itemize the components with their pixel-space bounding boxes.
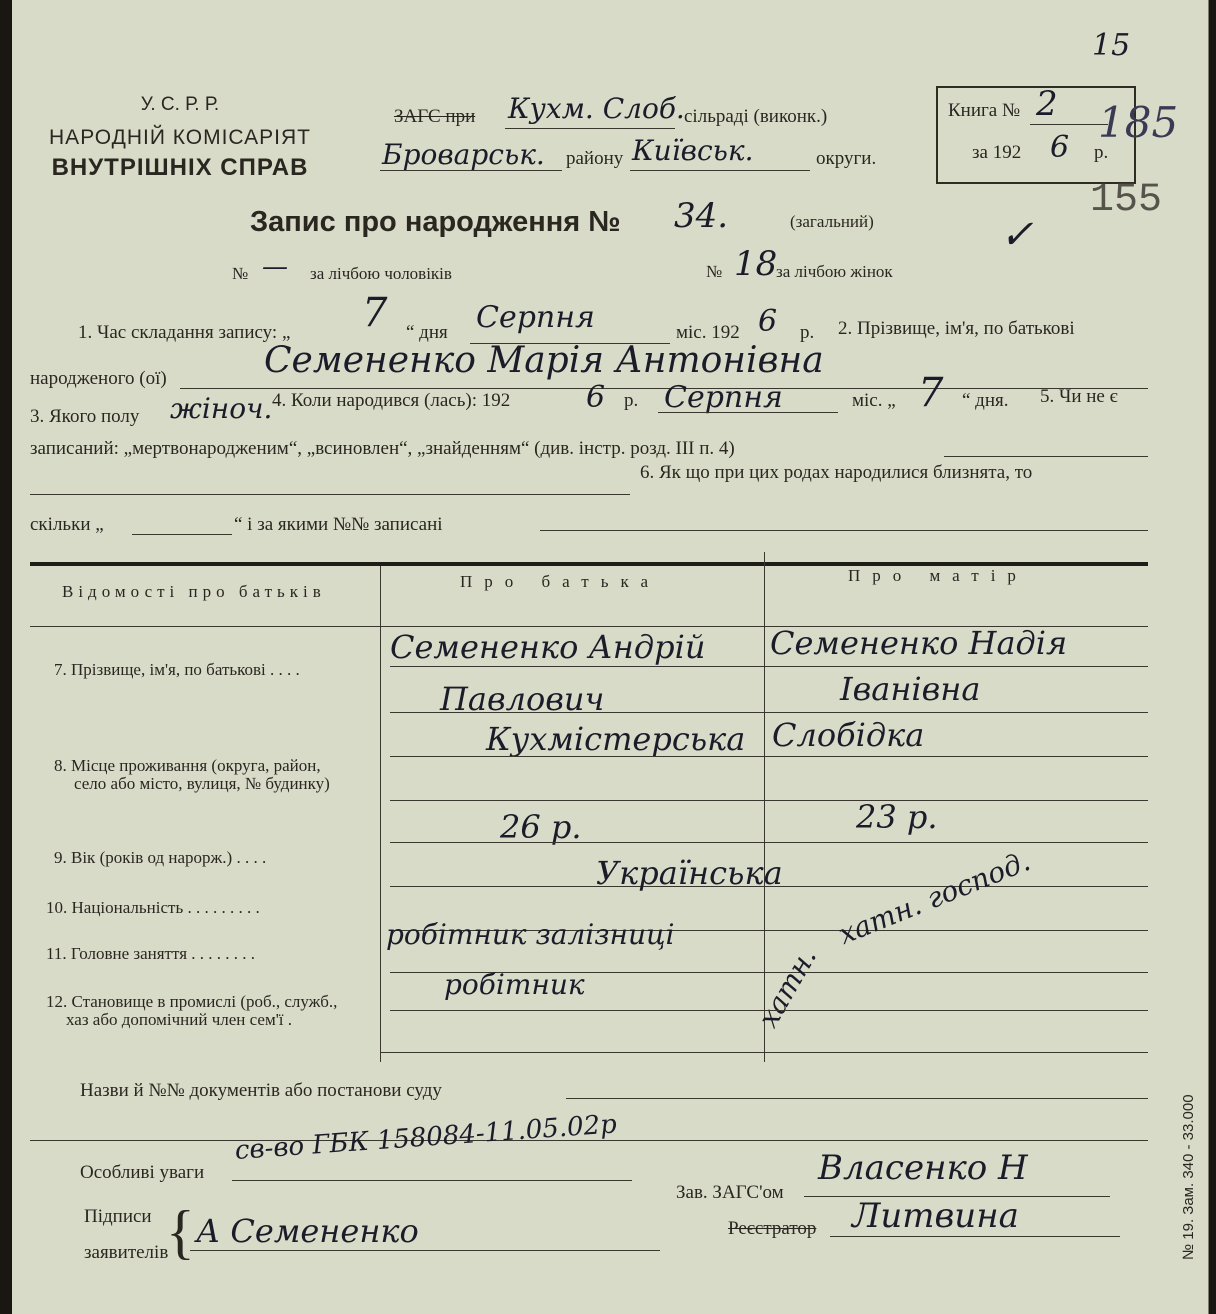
f5-label: 5. Чи не є — [1040, 386, 1118, 407]
commissariat-line1: НАРОДНІЙ КОМІСАРІЯТ — [49, 126, 311, 149]
record-title: Запис про народження № — [250, 206, 621, 238]
struck-number: 185 — [1098, 98, 1179, 147]
applicants-label: заявителів — [84, 1242, 169, 1263]
registrar-label: Реєстратор — [728, 1218, 817, 1239]
row11-mother: хатн. господ. — [833, 844, 1035, 951]
f1-year-label: міс. 192 — [676, 322, 740, 343]
page-number: 15 — [1092, 28, 1131, 63]
year-digit: 6 — [1050, 130, 1070, 165]
f4-month-suffix: міс. „ — [852, 390, 896, 411]
row7-father: Семененко Андрій — [390, 628, 706, 666]
row10-father: Українська — [596, 854, 783, 892]
district-suffix: району — [566, 148, 624, 169]
notes-label: Особливі уваги — [80, 1162, 205, 1183]
republic-name: У. С. Р. Р. — [140, 94, 220, 115]
zags-prefix: ЗАГС при — [394, 106, 476, 127]
head-signature: Власенко Н — [818, 1148, 1028, 1188]
row9-label: 9. Вік (років од нарорж.) . . . . — [54, 848, 267, 867]
print-info: № 19. Зам. 340 - 33.000 — [1180, 1094, 1197, 1260]
applicants-brace: { — [166, 1199, 195, 1265]
book-label: Книга № — [948, 100, 1021, 121]
f2-label2: народженого (ої) — [30, 368, 167, 389]
col-header-mother: Про матір — [848, 566, 1028, 585]
signatures-label: Підписи — [84, 1206, 152, 1227]
f6-label: 6. Як що при цих родах народилися близнята, то — [640, 462, 1033, 483]
stamp-number: 155 — [1090, 178, 1163, 223]
f1-day: 7 — [362, 290, 388, 336]
notes-value: св-во ГБК 158084-11.05.02р — [233, 1109, 618, 1166]
row11-label: 11. Головне заняття . . . . . . . . — [46, 944, 256, 963]
f1-year-suffix: р. — [800, 322, 815, 343]
row12-mother: хатн. — [751, 941, 824, 1033]
head-label: Зав. ЗАГС'ом — [676, 1182, 784, 1203]
row8-label: 8. Місце проживання (округа, район, — [54, 756, 321, 775]
f6-label2-b: “ і за якими №№ записані — [234, 514, 443, 535]
record-title-suffix: (загальний) — [790, 212, 874, 231]
okrug-handwritten: Київськ. — [632, 134, 754, 167]
women-prefix: № — [706, 262, 723, 281]
f4-label: 4. Коли народився (лась): 192 — [272, 390, 511, 411]
f4-year-suffix: р. — [624, 390, 639, 411]
commissariat-line2: ВНУТРІШНІХ СПРАВ — [51, 154, 309, 181]
men-prefix: № — [232, 264, 249, 283]
f3-sex: жіноч. — [170, 392, 273, 425]
women-label: за лічбою жінок — [776, 262, 893, 281]
row12-father: робітник — [444, 968, 585, 1001]
year-label: за 192 — [972, 142, 1022, 163]
f4-year-digit: 6 — [586, 380, 606, 415]
f4-day-suffix: “ дня. — [962, 390, 1009, 411]
f2-child-name: Семененко Марія Антонівна — [264, 340, 824, 381]
okrug-suffix: округи. — [816, 148, 877, 169]
f4-month: Серпня — [664, 380, 783, 415]
f1-day-suffix: “ дня — [406, 322, 448, 343]
col-header-father: Про батька — [460, 572, 661, 591]
registrar-signature: Литвина — [852, 1196, 1019, 1236]
row10-label: 10. Національність . . . . . . . . . — [46, 898, 260, 917]
row7-father2: Павлович — [440, 680, 605, 718]
row8-label2: село або місто, вулиця, № будинку) — [74, 774, 330, 793]
record-number: 34. — [674, 196, 729, 236]
row9-mother: 23 р. — [856, 798, 938, 836]
row7-mother2: Іванівна — [840, 670, 981, 708]
f5-label2: записаний: „мертвонародженим“, „всиновлен“, „знайденням“ (див. інстр. розд. III п. 4) — [30, 438, 735, 459]
village-handwritten: Кухм. Слоб. — [508, 92, 685, 125]
village-suffix: сільраді (виконк.) — [684, 106, 828, 127]
f1-month: Серпня — [476, 300, 595, 335]
book-number: 2 — [1036, 84, 1058, 124]
f4-day: 7 — [918, 370, 944, 416]
district-handwritten: Броварськ. — [382, 138, 545, 171]
f2-label: 2. Прізвище, ім'я, по батькові — [838, 318, 1075, 339]
row7-mother: Семененко Надія — [770, 624, 1068, 662]
row8-mother: Слобідка — [772, 716, 925, 754]
men-label: за лічбою чоловіків — [310, 264, 452, 283]
f6-label2-a: скільки „ — [30, 514, 104, 535]
year-suffix: р. — [1094, 142, 1109, 163]
row9-father: 26 р. — [500, 808, 582, 846]
row8-father: Кухмістерська — [486, 720, 746, 758]
row12-label2: хаз або допомічний член сем'ї . — [66, 1010, 292, 1029]
f1-year-digit: 6 — [758, 304, 778, 339]
row12-label: 12. Становище в промислі (роб., служб., — [46, 992, 338, 1011]
col-header-info: Відомості про батьків — [62, 582, 326, 601]
documents-label: Назви й №№ документів або постанови суду — [80, 1080, 442, 1101]
applicant-signature: А Семененко — [196, 1212, 419, 1250]
women-value: 18 — [734, 244, 778, 284]
men-value: — — [262, 252, 288, 282]
check-mark: ✓ — [1000, 212, 1034, 258]
row11-father: робітник залізниці — [386, 918, 675, 951]
f3-label: 3. Якого полу — [30, 406, 140, 427]
f1-prefix: 1. Час складання запису: „ — [78, 322, 291, 343]
row7-label: 7. Прізвище, ім'я, по батькові . . . . — [54, 660, 300, 679]
